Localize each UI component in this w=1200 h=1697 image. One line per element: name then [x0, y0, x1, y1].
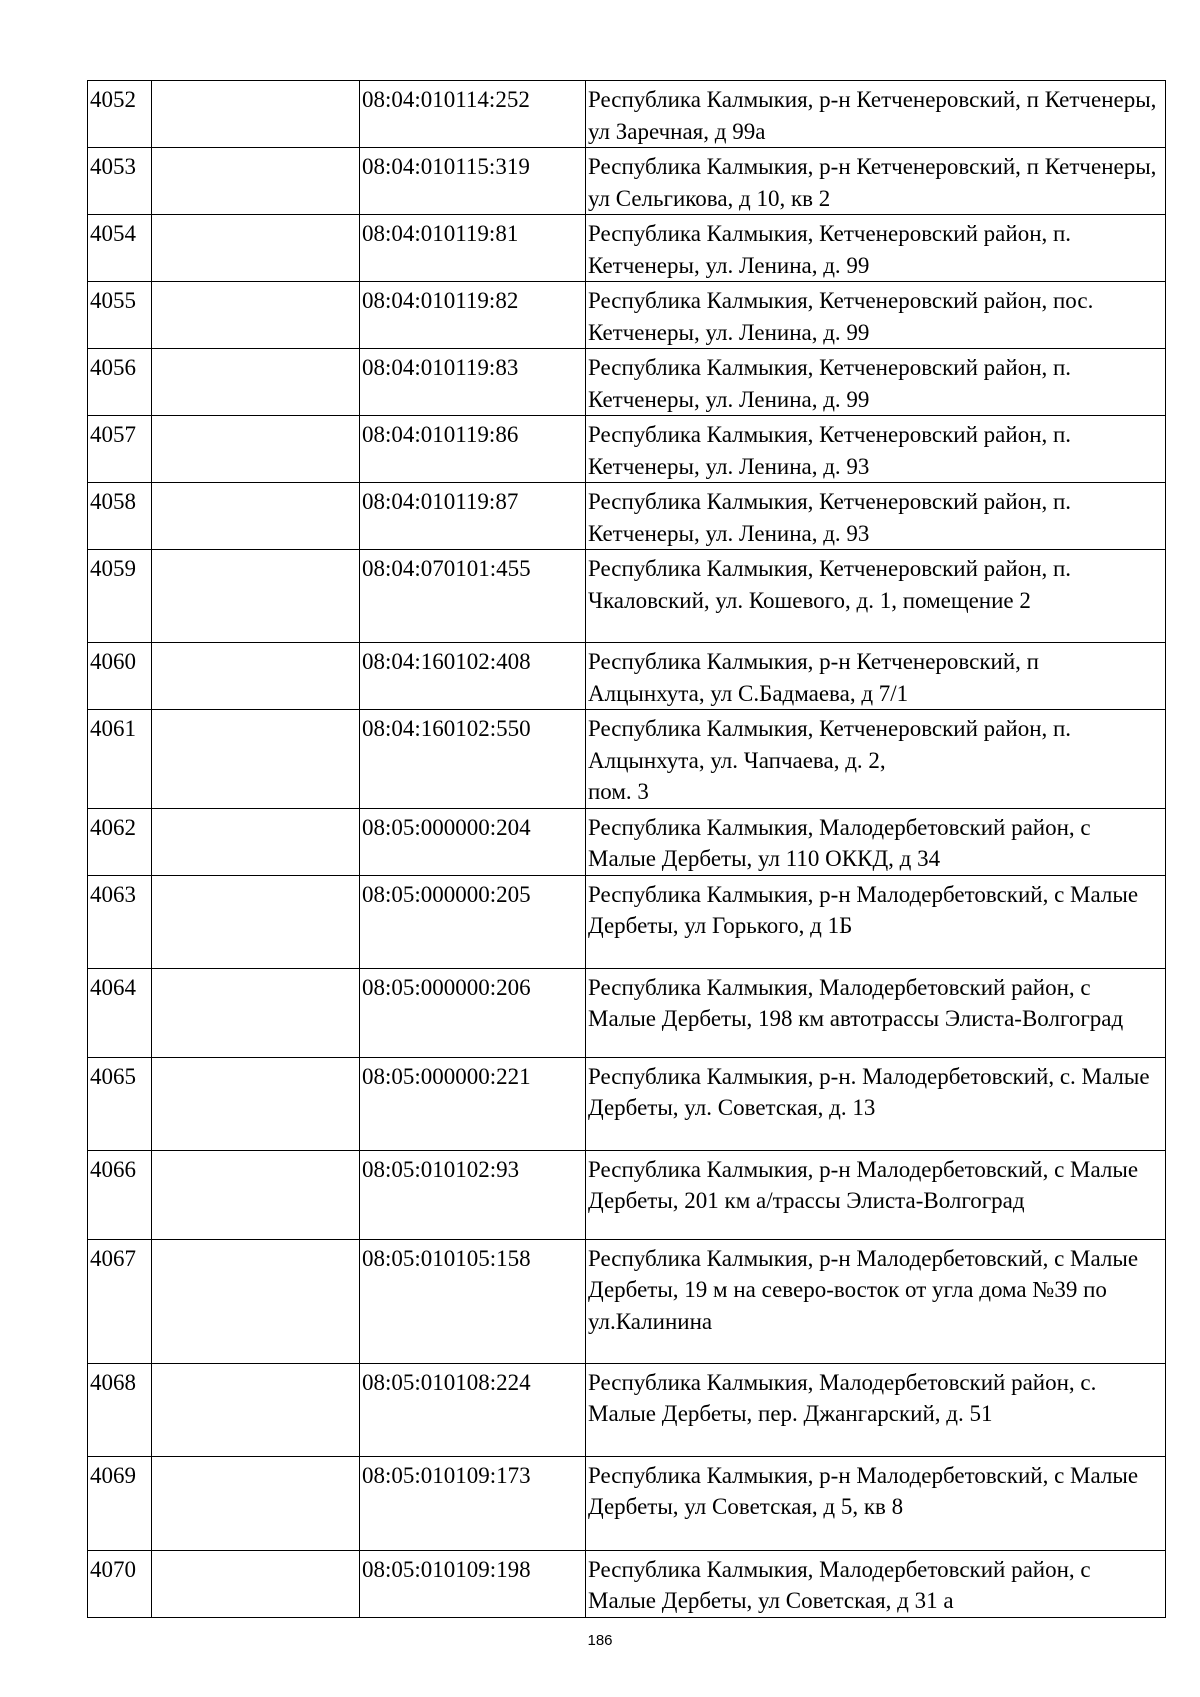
empty-cell: [152, 483, 360, 550]
cadastral-number: 08:04:070101:455: [360, 550, 586, 643]
row-number: 4070: [88, 1550, 152, 1617]
cadastral-number: 08:04:010119:87: [360, 483, 586, 550]
cadastral-number: 08:05:010105:158: [360, 1239, 586, 1363]
empty-cell: [152, 215, 360, 282]
cadastral-number: 08:04:010119:82: [360, 282, 586, 349]
address: Республика Калмыкия, р-н Малодербетовский, с Малые Дербеты, ул Горького, д 1Б: [586, 875, 1166, 968]
empty-cell: [152, 148, 360, 215]
table-row: [88, 282, 1166, 349]
cadastral-number: 08:04:010114:252: [360, 81, 586, 148]
cadastral-number: 08:05:010109:173: [360, 1456, 586, 1550]
address: Республика Калмыкия, р-н. Малодербетовский, с. Малые Дербеты, ул. Советская, д. 13: [586, 1057, 1166, 1150]
address: Республика Калмыкия, Кетченеровский район, п. Кетченеры, ул. Ленина, д. 99: [586, 349, 1166, 416]
table-row: [88, 1550, 1166, 1617]
empty-cell: [152, 1150, 360, 1239]
row-number: 4058: [88, 483, 152, 550]
address: Республика Калмыкия, р-н Малодербетовский, с Малые Дербеты, ул Советская, д 5, кв 8: [586, 1456, 1166, 1550]
cadastral-number: 08:04:160102:550: [360, 710, 586, 809]
address: Республика Калмыкия, р-н Кетченеровский, п Алцынхута, ул С.Бадмаева, д 7/1: [586, 643, 1166, 710]
table-row: [88, 1456, 1166, 1550]
row-number: 4055: [88, 282, 152, 349]
empty-cell: [152, 1239, 360, 1363]
row-number: 4062: [88, 808, 152, 875]
table-row: [88, 875, 1166, 968]
empty-cell: [152, 710, 360, 809]
address: Республика Калмыкия, Кетченеровский район, п. Кетченеры, ул. Ленина, д. 93: [586, 483, 1166, 550]
empty-cell: [152, 282, 360, 349]
table-row: [88, 349, 1166, 416]
empty-cell: [152, 349, 360, 416]
cadastral-number: 08:05:010109:198: [360, 1550, 586, 1617]
table-row: [88, 483, 1166, 550]
table-row: [88, 148, 1166, 215]
address: Республика Калмыкия, р-н Малодербетовский, с Малые Дербеты, 19 м на северо-восток от угла дома №39 по ул.Калинина: [586, 1239, 1166, 1363]
row-number: 4060: [88, 643, 152, 710]
empty-cell: [152, 968, 360, 1057]
address: Республика Калмыкия, Малодербетовский район, с. Малые Дербеты, пер. Джангарский, д. 51: [586, 1363, 1166, 1456]
empty-cell: [152, 1363, 360, 1456]
row-number: 4059: [88, 550, 152, 643]
row-number: 4052: [88, 81, 152, 148]
row-number: 4065: [88, 1057, 152, 1150]
table-row: [88, 1363, 1166, 1456]
cadastral-number: 08:05:000000:204: [360, 808, 586, 875]
address: Республика Калмыкия, Малодербетовский район, с Малые Дербеты, ул 110 ОККД, д 34: [586, 808, 1166, 875]
empty-cell: [152, 875, 360, 968]
table-row: [88, 550, 1166, 643]
empty-cell: [152, 1456, 360, 1550]
cadastral-number: 08:04:010119:81: [360, 215, 586, 282]
address: Республика Калмыкия, Кетченеровский район, п. Кетченеры, ул. Ленина, д. 93: [586, 416, 1166, 483]
table-row: [88, 1239, 1166, 1363]
table-row: [88, 215, 1166, 282]
empty-cell: [152, 1057, 360, 1150]
page-number: 186: [587, 1632, 613, 1649]
row-number: 4061: [88, 710, 152, 809]
row-number: 4054: [88, 215, 152, 282]
registry-table: [87, 80, 1166, 1618]
table-row: [88, 1150, 1166, 1239]
table-row: [88, 968, 1166, 1057]
table-row: [88, 81, 1166, 148]
registry-table-body: [88, 81, 1166, 1618]
table-row: [88, 643, 1166, 710]
address: Республика Калмыкия, р-н Кетченеровский, п Кетченеры, ул Заречная, д 99а: [586, 81, 1166, 148]
address: Республика Калмыкия, Кетченеровский район, п. Чкаловский, ул. Кошевого, д. 1, помещение 2: [586, 550, 1166, 643]
cadastral-number: 08:05:010102:93: [360, 1150, 586, 1239]
row-number: 4063: [88, 875, 152, 968]
address: Республика Калмыкия, р-н Малодербетовский, с Малые Дербеты, 201 км а/трассы Элиста-Волгоград: [586, 1150, 1166, 1239]
row-number: 4064: [88, 968, 152, 1057]
cadastral-number: 08:04:010115:319: [360, 148, 586, 215]
address: Республика Калмыкия, Малодербетовский район, с Малые Дербеты, ул Советская, д 31 а: [586, 1550, 1166, 1617]
cadastral-number: 08:04:010119:86: [360, 416, 586, 483]
empty-cell: [152, 550, 360, 643]
row-number: 4056: [88, 349, 152, 416]
row-number: 4068: [88, 1363, 152, 1456]
table-row: [88, 416, 1166, 483]
row-number: 4069: [88, 1456, 152, 1550]
address: Республика Калмыкия, Кетченеровский район, п. Кетченеры, ул. Ленина, д. 99: [586, 215, 1166, 282]
address: Республика Калмыкия, Малодербетовский район, с Малые Дербеты, 198 км автотрассы Элиста-Волгоград: [586, 968, 1166, 1057]
cadastral-number: 08:04:160102:408: [360, 643, 586, 710]
cadastral-number: 08:05:000000:205: [360, 875, 586, 968]
empty-cell: [152, 81, 360, 148]
row-number: 4067: [88, 1239, 152, 1363]
table-row: [88, 1057, 1166, 1150]
cadastral-number: 08:05:000000:206: [360, 968, 586, 1057]
address: Республика Калмыкия, Кетченеровский район, п. Алцынхута, ул. Чапчаева, д. 2, пом. 3: [586, 710, 1166, 809]
table-row: [88, 808, 1166, 875]
address: Республика Калмыкия, Кетченеровский район, пос. Кетченеры, ул. Ленина, д. 99: [586, 282, 1166, 349]
empty-cell: [152, 1550, 360, 1617]
empty-cell: [152, 416, 360, 483]
row-number: 4053: [88, 148, 152, 215]
table-row: [88, 710, 1166, 809]
address: Республика Калмыкия, р-н Кетченеровский, п Кетченеры, ул Сельгикова, д 10, кв 2: [586, 148, 1166, 215]
empty-cell: [152, 808, 360, 875]
row-number: 4057: [88, 416, 152, 483]
row-number: 4066: [88, 1150, 152, 1239]
cadastral-number: 08:04:010119:83: [360, 349, 586, 416]
empty-cell: [152, 643, 360, 710]
cadastral-number: 08:05:000000:221: [360, 1057, 586, 1150]
cadastral-number: 08:05:010108:224: [360, 1363, 586, 1456]
